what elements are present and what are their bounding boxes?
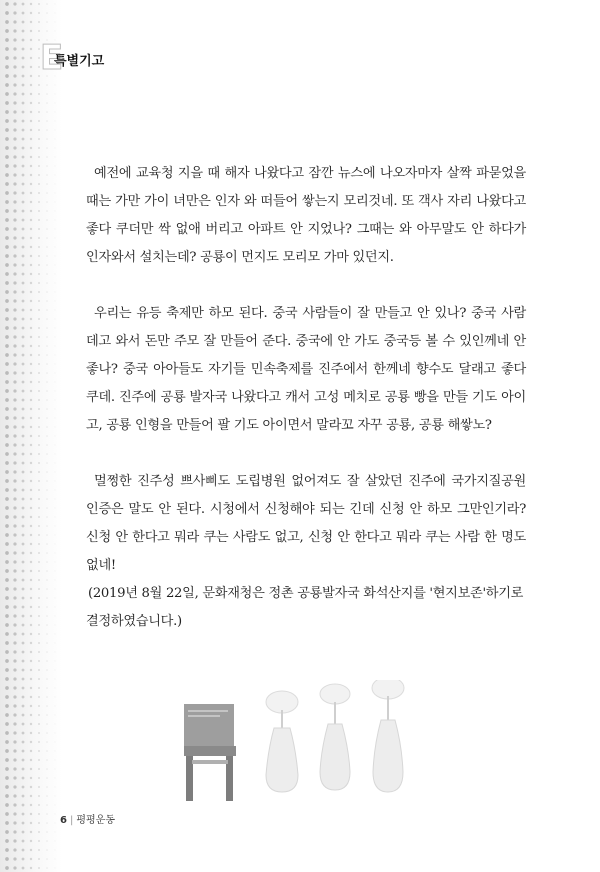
dot-pattern <box>0 0 62 872</box>
publication-name: 평평운동 <box>76 815 115 826</box>
chair-and-vases-illustration <box>170 680 420 805</box>
vase-icon <box>320 684 350 790</box>
editor-note: (2019년 8월 22일, 문화재청은 정촌 공룡발자국 화석산지를 '현지보존'하기로 결정하였습니다.) <box>86 586 524 629</box>
paragraph-1: 예전에 교육청 지을 때 해자 나왔다고 잠깐 뉴스에 나오자마자 살짝 파묻었을 때는 가만 가이 녀만은 인자 와 떠들어 쌓는지 모리것네. 또 객사 자리 나왔다고 좋다 쿠더만 싹 없애 버리고 아파트 안 지었나? 그때는 와 아무말도 안 하다가 인자와서 설치는데? 공룡이 먼지도 모리모 가마 있던지. <box>86 166 526 265</box>
paragraph-3: 멀쩡한 진주성 쁘사삐도 도립병원 없어져도 잘 살았던 진주에 국가지질공원 인증은 말도 안 된다. 시청에서 신청해야 되는 긴데 신청 안 하모 그만인기라? 신청 안 한다고 뭐라 쿠는 사람도 없고, 신청 안 한다고 뭐라 쿠는 사람 한 명도 없네! <box>86 474 526 573</box>
section-title: 특별기고 <box>54 54 105 69</box>
footer-separator: | <box>69 815 74 826</box>
article-body <box>86 160 526 636</box>
chair-icon <box>184 704 236 801</box>
vase-icon <box>372 680 404 792</box>
vase-icon <box>266 691 298 792</box>
page-number: 6 <box>60 815 67 826</box>
decorative-side-band <box>0 0 62 872</box>
section-letter-icon: E <box>40 38 64 78</box>
page-footer <box>60 811 115 826</box>
paragraph-2: 우리는 유등 축제만 하모 된다. 중국 사람들이 잘 만들고 안 있나? 중국 사람 데고 와서 돈만 주모 잘 만들어 준다. 중국에 안 가도 중국등 볼 수 있인께네 안 좋나? 중국 아아들도 자기들 민속축제를 진주에서 한께네 향수도 달래고 좋다 쿠데. 진주에 공룡 발자국 나왔다고 캐서 고성 메치로 공룡 빵을 만들 기도 아이고, 공룡 인형을 만들어 팔 기도 아이면서 말라꼬 자꾸 공룡, 공룡 해쌓노? <box>86 306 526 433</box>
